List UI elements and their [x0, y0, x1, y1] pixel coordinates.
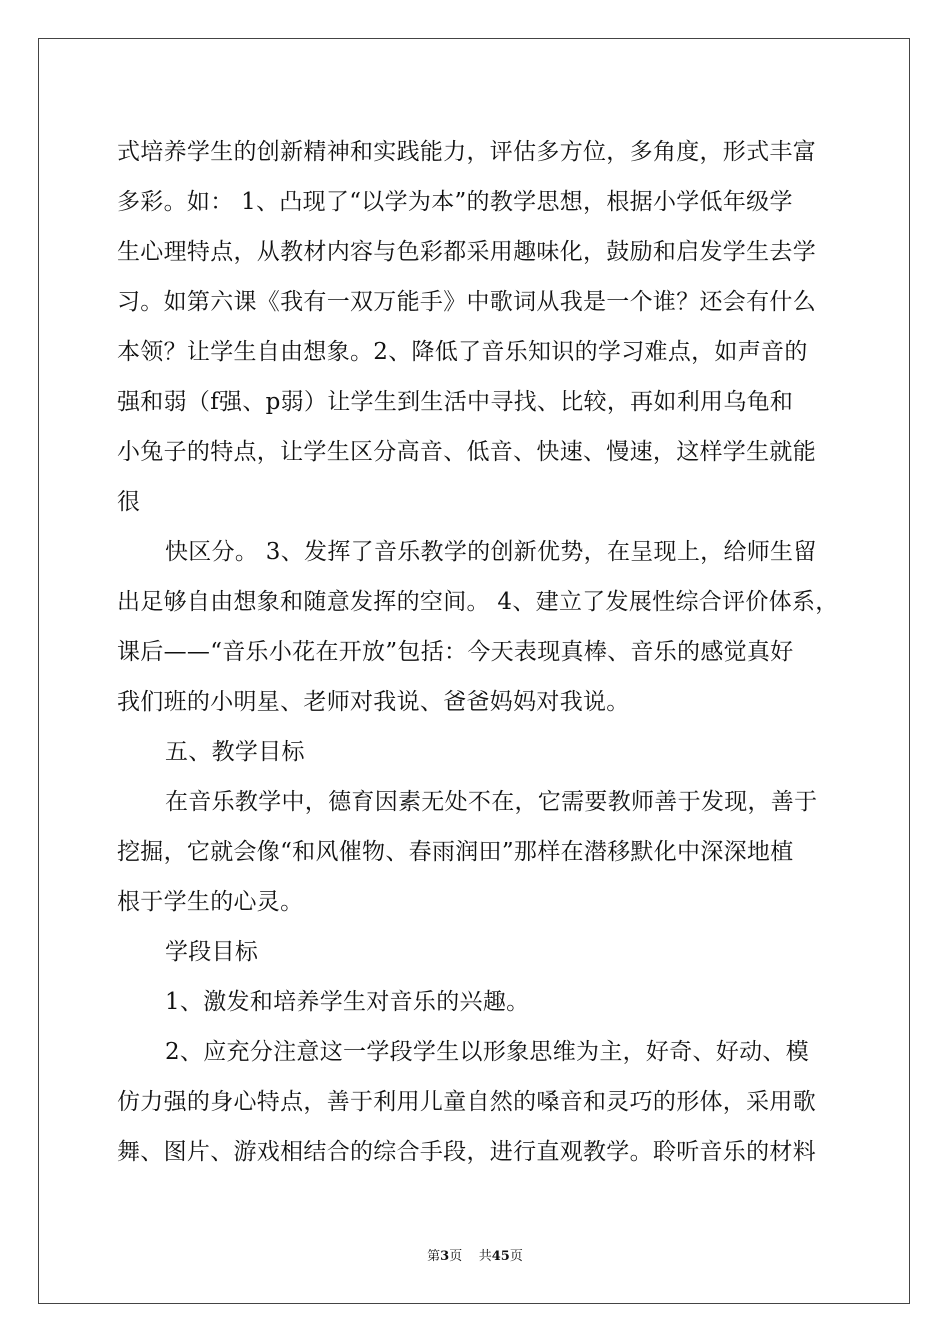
document-body	[117, 127, 839, 1177]
current-page-number: 3	[440, 1249, 450, 1264]
text-line: 习。如第六课《我有一双万能手》中歌词从我是一个谁？还会有什么	[117, 289, 816, 315]
page-footer	[0, 1247, 950, 1267]
text-line: 小兔子的特点，让学生区分高音、低音、快速、慢速，这样学生就能	[117, 439, 816, 465]
text-line: 式培养学生的创新精神和实践能力，评估多方位，多角度，形式丰富	[117, 139, 816, 165]
total-pages-number: 45	[491, 1249, 510, 1264]
text-line: 根于学生的心灵。	[117, 889, 304, 915]
footer-prefix: 第	[427, 1249, 441, 1264]
section-heading: 五、教学目标	[165, 739, 305, 765]
text-line: 生心理特点，从教材内容与色彩都采用趣味化，鼓励和启发学生去学	[117, 239, 816, 265]
text-line: 多彩。如： 1、凸现了“以学为本”的教学思想，根据小学低年级学	[117, 189, 793, 215]
text-line: 出足够自由想象和随意发挥的空间。 4、建立了发展性综合评价体系，	[117, 589, 839, 615]
text-line: 快区分。 3、发挥了音乐教学的创新优势，在呈现上，给师生留	[165, 539, 817, 565]
text-line: 强和弱（f强、p弱）让学生到生活中寻找、比较，再如利用乌龟和	[117, 389, 794, 415]
text-line: 很	[117, 489, 141, 515]
text-line: 我们班的小明星、老师对我说、爸爸妈妈对我说。	[117, 689, 630, 715]
text-line: 挖掘，它就会像“和风催物、春雨润田”那样在潜移默化中深深地植	[117, 839, 794, 865]
footer-suffix: 页	[509, 1249, 523, 1264]
subsection-heading: 学段目标	[165, 939, 259, 965]
text-line: 本领？让学生自由想象。2、降低了音乐知识的学习难点，如声音的	[117, 339, 808, 365]
text-line: 2、应充分注意这一学段学生以形象思维为主，好奇、好动、模	[165, 1039, 810, 1065]
text-line: 在音乐教学中，德育因素无处不在，它需要教师善于发现，善于	[165, 789, 818, 815]
text-line: 1、激发和培养学生对音乐的兴趣。	[165, 989, 530, 1015]
text-line: 仿力强的身心特点，善于利用儿童自然的嗓音和灵巧的形体，采用歌	[117, 1089, 816, 1115]
footer-middle: 页 共	[449, 1249, 492, 1264]
text-line: 舞、图片、游戏相结合的综合手段，进行直观教学。聆听音乐的材料	[117, 1139, 816, 1165]
text-line: 课后——“音乐小花在开放”包括：今天表现真棒、音乐的感觉真好	[117, 639, 794, 665]
